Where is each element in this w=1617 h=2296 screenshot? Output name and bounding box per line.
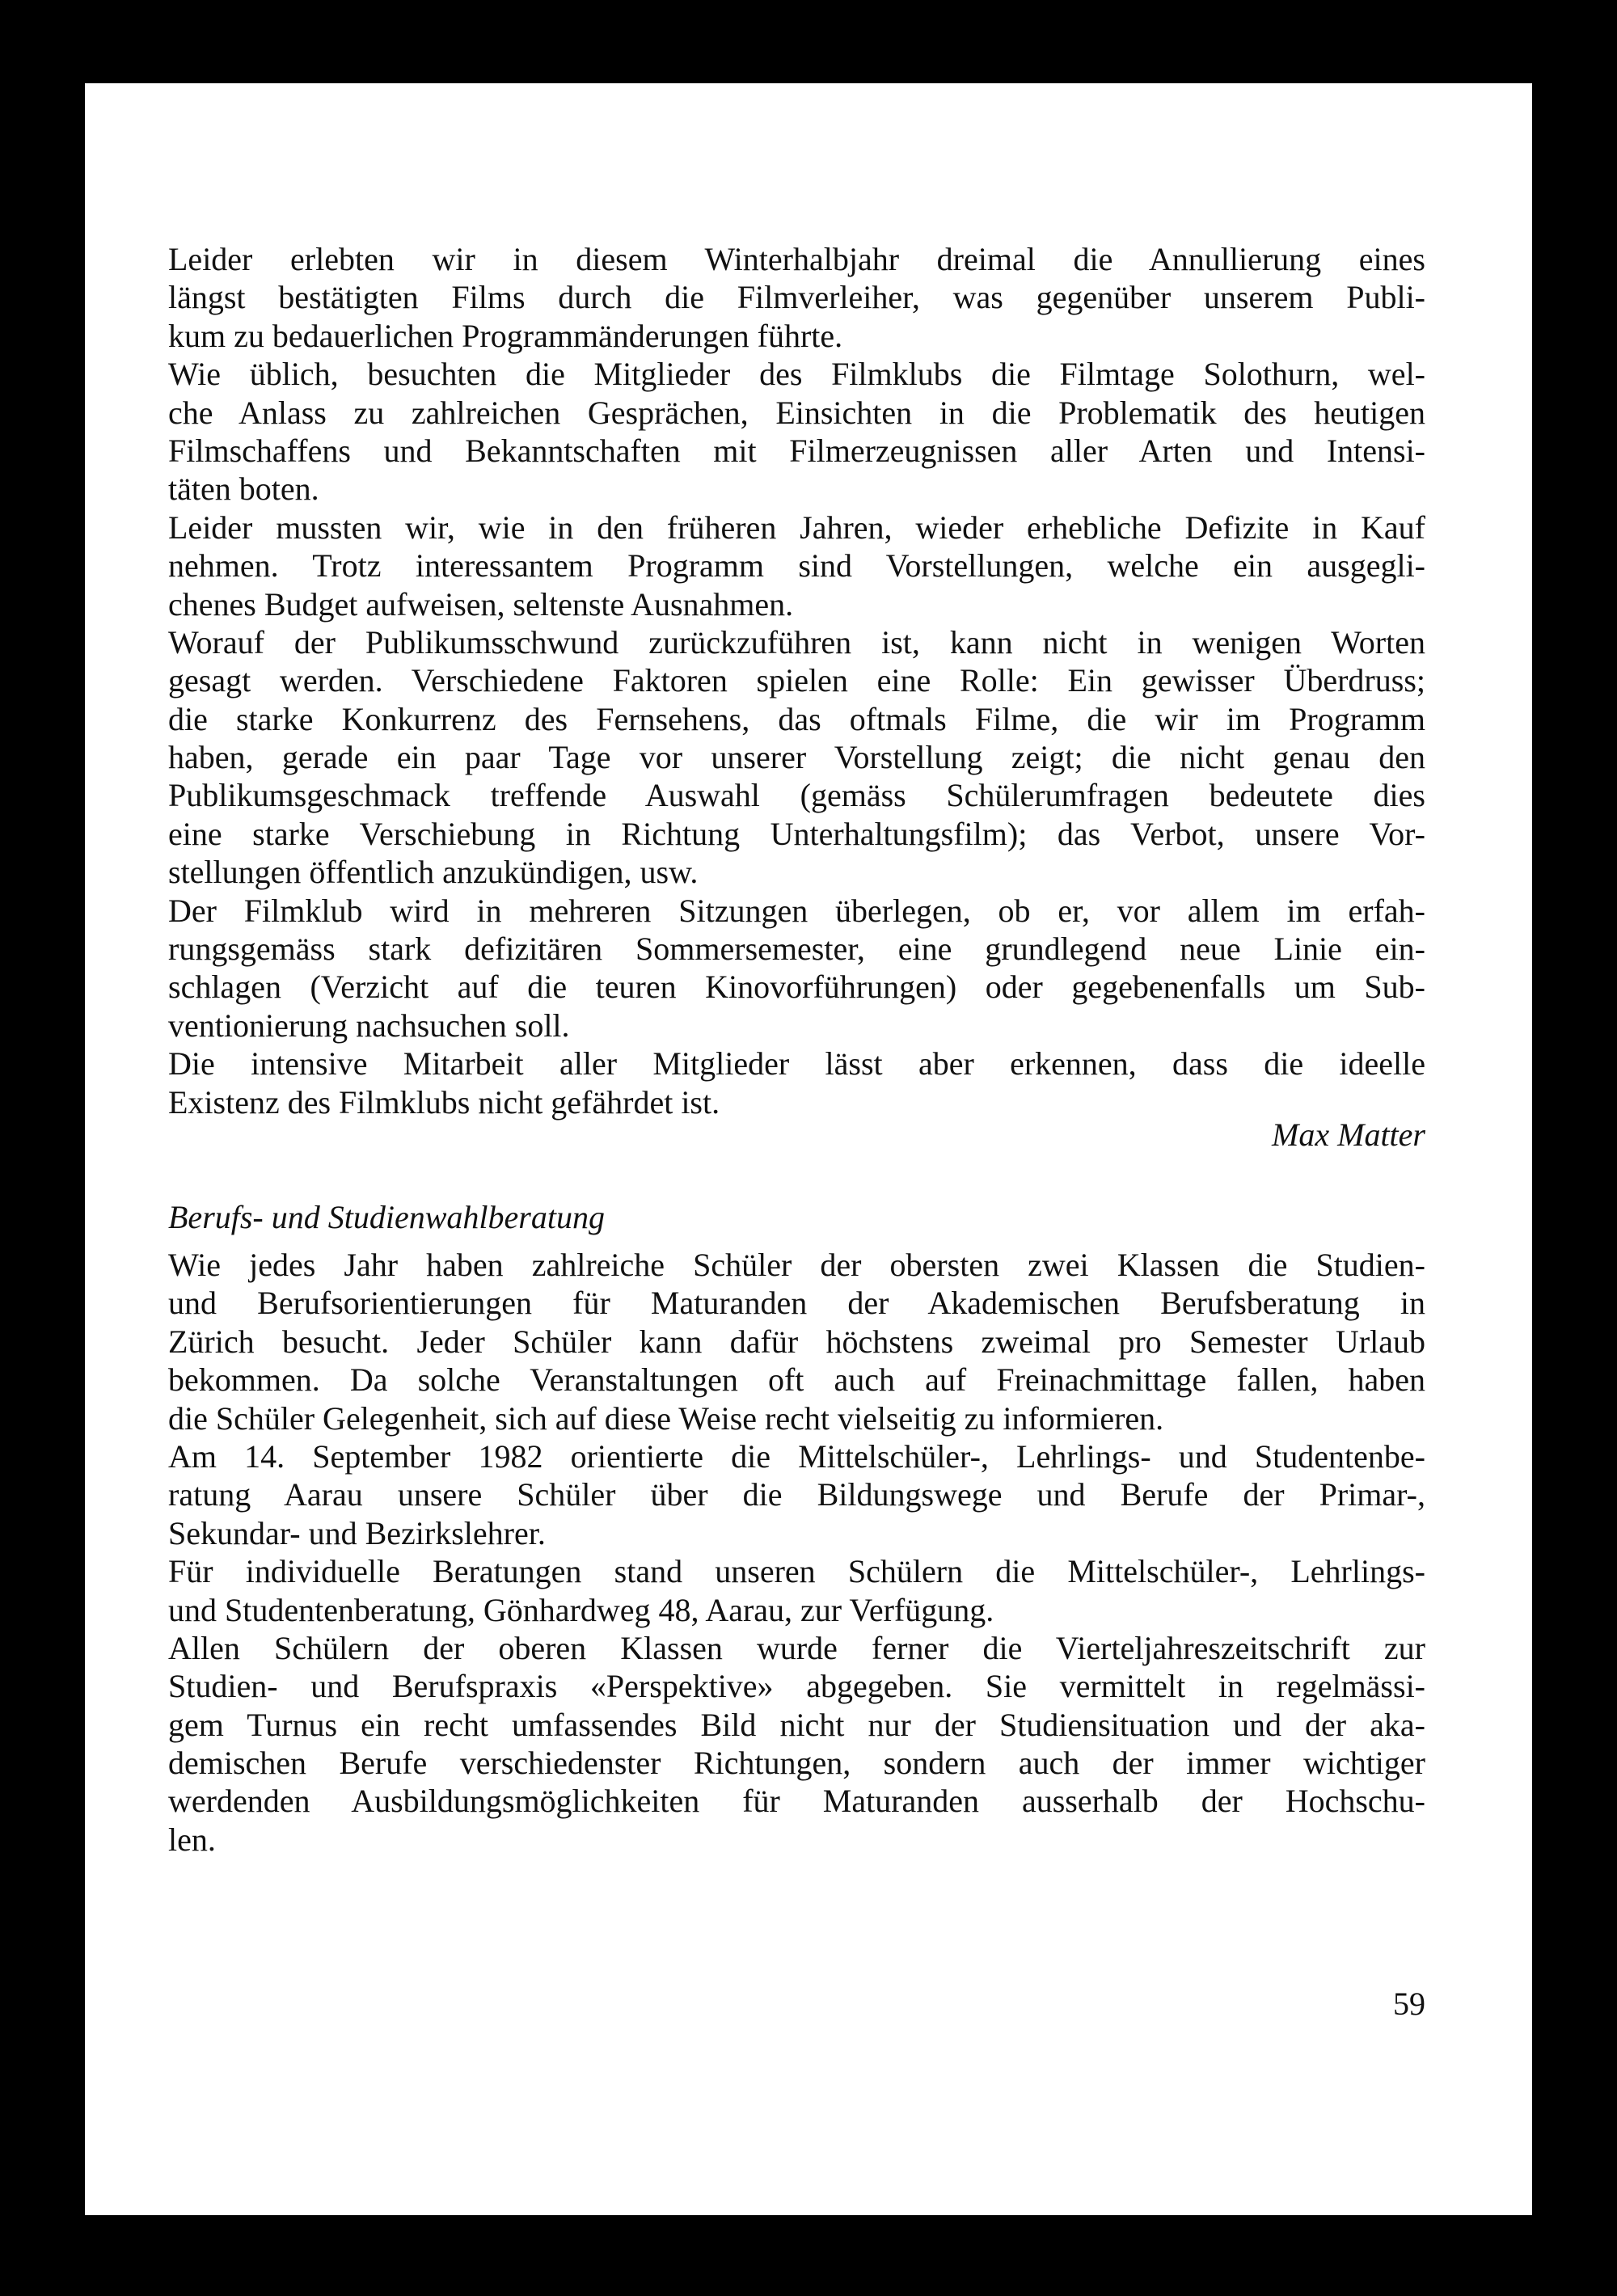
text-line: Am 14. September 1982 orientierte die Mittelschüler-, Lehrlings- und Studentenbe- bbox=[168, 1437, 1425, 1475]
text-line: len. bbox=[168, 1821, 216, 1858]
text-line: gem Turnus ein recht umfassendes Bild nicht nur der Studiensituation und der aka- bbox=[168, 1706, 1425, 1743]
text-line: und Berufsorientierungen für Maturanden der Akademischen Berufsberatung in bbox=[168, 1285, 1425, 1322]
text-line: Publikumsgeschmack treffende Auswahl (gemäss Schülerumfragen bedeutete dies bbox=[168, 777, 1425, 814]
text-line: Der Filmklub wird in mehreren Sitzungen überlegen, ob er, vor allem im erfah- bbox=[168, 892, 1425, 929]
text-line: längst bestätigten Films durch die Filmverleiher, was gegenüber unserem Publi- bbox=[168, 279, 1425, 316]
text-line: Sekundar- und Bezirkslehrer. bbox=[168, 1514, 546, 1551]
text-line: Allen Schülern der oberen Klassen wurde ferner die Vierteljahreszeitschrift zur bbox=[168, 1629, 1425, 1666]
text-line: nehmen. Trotz interessantem Programm sind Vorstellungen, welche ein ausgegli- bbox=[168, 547, 1425, 585]
text-line: stellungen öffentlich anzukündigen, usw. bbox=[168, 854, 699, 891]
section-filmklub-text bbox=[168, 240, 1425, 1121]
text-line: und Studentenberatung, Gönhardweg 48, Aarau, zur Verfügung. bbox=[168, 1591, 994, 1628]
text-line: werdenden Ausbildungsmöglichkeiten für Maturanden ausserhalb der Hochschu- bbox=[168, 1783, 1425, 1820]
section-heading: Berufs- und Studienwahlberatung bbox=[168, 1199, 605, 1235]
text-line: rungsgemäss stark defizitären Sommersemester, eine grundlegend neue Linie ein- bbox=[168, 931, 1425, 968]
text-line: Leider mussten wir, wie in den früheren Jahren, wieder erhebliche Defizite in Kauf bbox=[168, 509, 1425, 546]
text-line: Studien- und Berufspraxis «Perspektive» abgegeben. Sie vermittelt in regelmässi- bbox=[168, 1668, 1425, 1705]
text-line: Zürich besucht. Jeder Schüler kann dafür höchstens zweimal pro Semester Urlaub bbox=[168, 1323, 1425, 1360]
document-page bbox=[85, 83, 1532, 2215]
text-line: Filmschaffens und Bekanntschaften mit Filmerzeugnissen aller Arten und Intensi- bbox=[168, 432, 1425, 469]
text-line: haben, gerade ein paar Tage vor unserer Vorstellung zeigt; die nicht genau den bbox=[168, 739, 1425, 776]
text-line: die starke Konkurrenz des Fernsehens, das oftmals Filme, die wir im Programm bbox=[168, 700, 1425, 737]
text-line: Worauf der Publikumsschwund zurückzuführen ist, kann nicht in wenigen Worten bbox=[168, 623, 1425, 661]
text-line: schlagen (Verzicht auf die teuren Kinovorführungen) oder gegebenenfalls um Sub- bbox=[168, 969, 1425, 1006]
text-line: Die intensive Mitarbeit aller Mitglieder lässt aber erkennen, dass die ideelle bbox=[168, 1045, 1425, 1083]
text-line: bekommen. Da solche Veranstaltungen oft auch auf Freinachmittage fallen, haben bbox=[168, 1361, 1425, 1399]
text-line: täten boten. bbox=[168, 471, 319, 508]
page-number: 59 bbox=[1393, 1986, 1425, 2022]
text-line: Leider erlebten wir in diesem Winterhalbjahr dreimal die Annullierung eines bbox=[168, 241, 1425, 277]
section-beratung-text bbox=[168, 1246, 1425, 1859]
author-signature: Max Matter bbox=[1272, 1116, 1425, 1153]
text-line: Wie jedes Jahr haben zahlreiche Schüler der obersten zwei Klassen die Studien- bbox=[168, 1247, 1425, 1283]
text-line: demischen Berufe verschiedenster Richtungen, sondern auch der immer wichtiger bbox=[168, 1745, 1425, 1782]
text-line: chenes Budget aufweisen, seltenste Ausnahmen. bbox=[168, 585, 794, 623]
text-line: che Anlass zu zahlreichen Gesprächen, Einsichten in die Problematik des heutigen bbox=[168, 394, 1425, 431]
text-line: ventionierung nachsuchen soll. bbox=[168, 1007, 570, 1044]
text-line: eine starke Verschiebung in Richtung Unterhaltungsfilm); das Verbot, unsere Vor- bbox=[168, 815, 1425, 852]
text-line: ratung Aarau unsere Schüler über die Bildungswege und Berufe der Primar-, bbox=[168, 1476, 1425, 1513]
text-line: gesagt werden. Verschiedene Faktoren spielen eine Rolle: Ein gewisser Überdruss; bbox=[168, 662, 1425, 699]
text-line: Wie üblich, besuchten die Mitglieder des Filmklubs die Filmtage Solothurn, wel- bbox=[168, 356, 1425, 393]
text-line: Existenz des Filmklubs nicht gefährdet ist. bbox=[168, 1083, 720, 1121]
text-line: Für individuelle Beratungen stand unseren Schülern die Mittelschüler-, Lehrlings- bbox=[168, 1553, 1425, 1590]
text-line: kum zu bedauerlichen Programmänderungen führte. bbox=[168, 317, 843, 354]
text-line: die Schüler Gelegenheit, sich auf diese Weise recht vielseitig zu informieren. bbox=[168, 1399, 1164, 1437]
